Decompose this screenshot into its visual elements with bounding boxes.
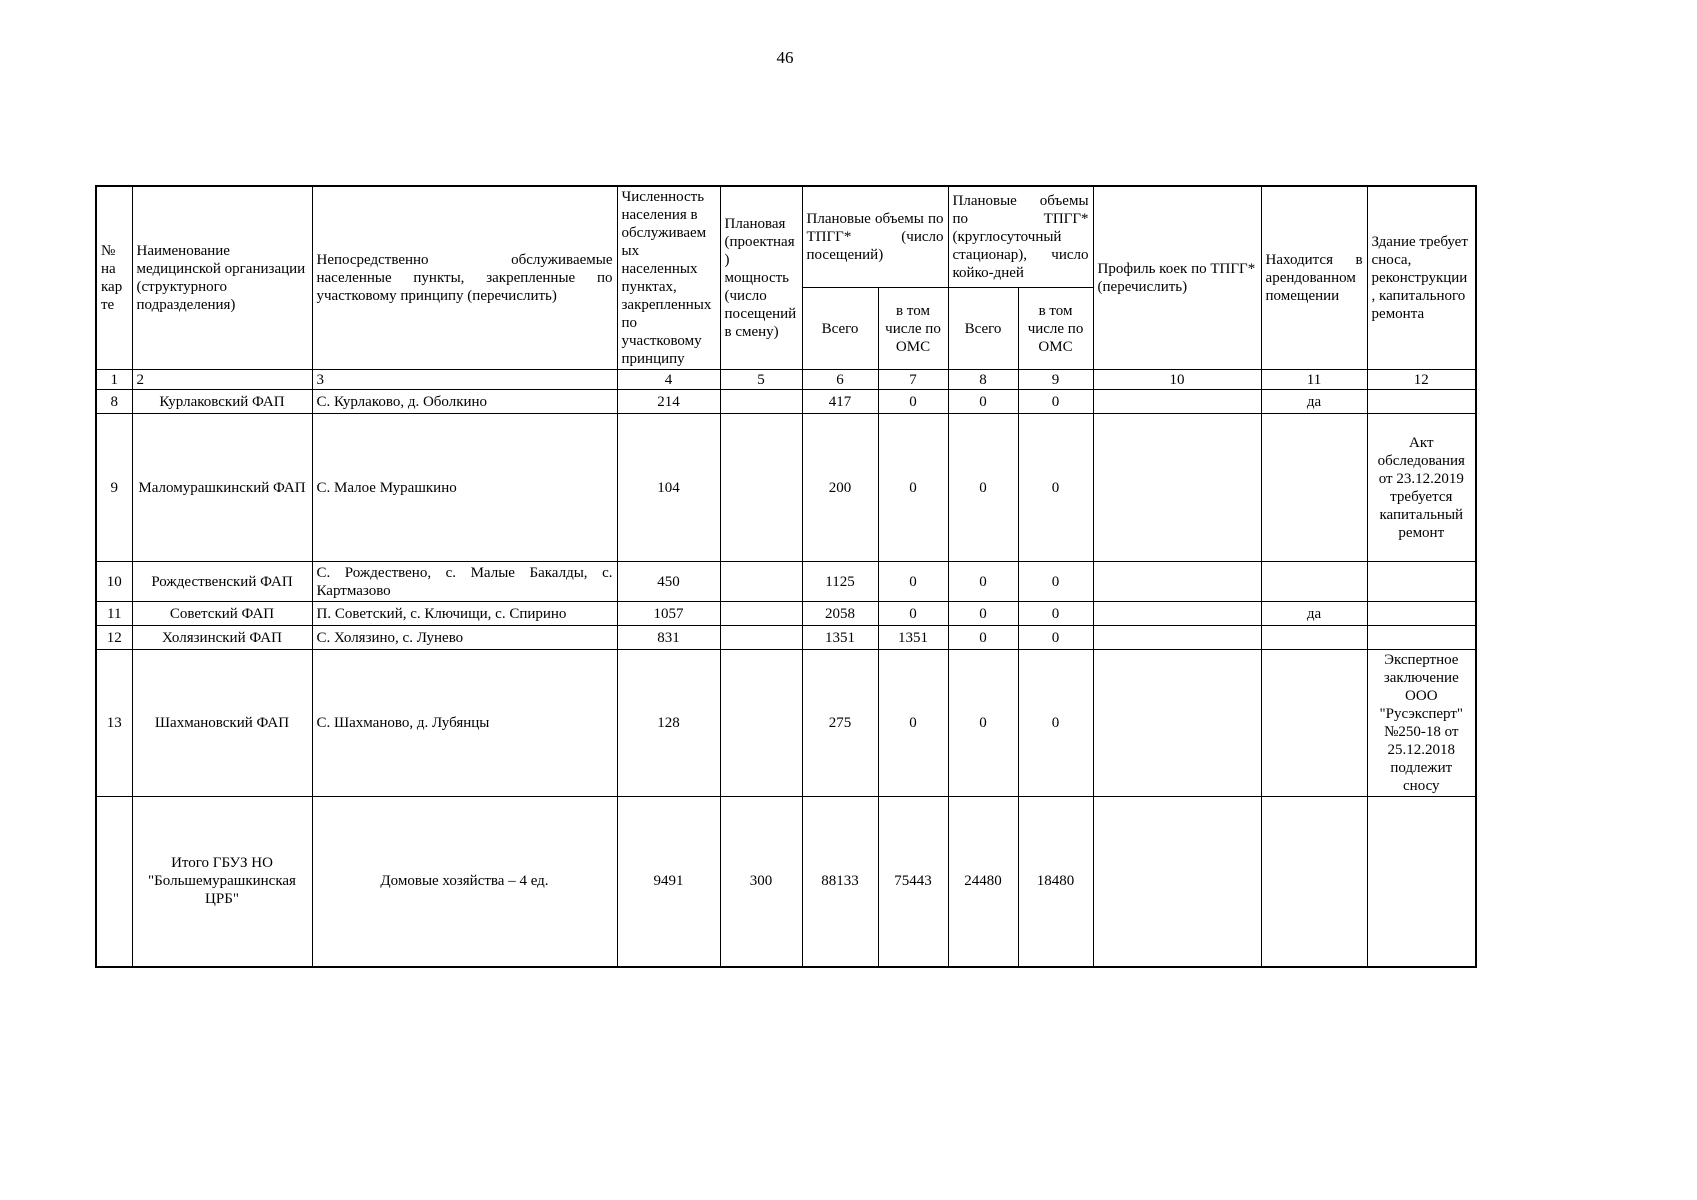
table-row xyxy=(96,797,1476,967)
header-sub-visits-oms: в том числе по ОМС xyxy=(878,288,948,370)
cell-col7: 0 xyxy=(878,414,948,562)
cell-col9: 0 xyxy=(1018,602,1093,626)
cell-col4: 1057 xyxy=(617,602,720,626)
cell-col5 xyxy=(720,626,802,650)
table-row xyxy=(96,626,1476,650)
header-col-building-condition: Здание требует сноса, реконструкции, капитального ремонта xyxy=(1367,186,1476,370)
header-row-main xyxy=(96,186,1476,288)
cell-col10 xyxy=(1093,602,1261,626)
cell-col3: С. Холязино, с. Лунево xyxy=(312,626,617,650)
cell-col3: С. Курлаково, д. Оболкино xyxy=(312,390,617,414)
cell-col1: 8 xyxy=(96,390,132,414)
column-number: 7 xyxy=(878,370,948,390)
cell-col11 xyxy=(1261,414,1367,562)
cell-col11: да xyxy=(1261,390,1367,414)
column-number: 1 xyxy=(96,370,132,390)
cell-col11 xyxy=(1261,626,1367,650)
cell-col6: 275 xyxy=(802,650,878,797)
cell-col6: 2058 xyxy=(802,602,878,626)
cell-col6: 88133 xyxy=(802,797,878,967)
cell-col3: Домовые хозяйства – 4 ед. xyxy=(312,797,617,967)
column-number: 6 xyxy=(802,370,878,390)
cell-col4: 214 xyxy=(617,390,720,414)
cell-col10 xyxy=(1093,650,1261,797)
column-number: 4 xyxy=(617,370,720,390)
header-col-organization: Наименование медицинской организации (структурного подразделения) xyxy=(132,186,312,370)
cell-col9: 0 xyxy=(1018,414,1093,562)
column-number: 10 xyxy=(1093,370,1261,390)
cell-col10 xyxy=(1093,562,1261,602)
cell-col6: 1351 xyxy=(802,626,878,650)
cell-col7: 0 xyxy=(878,390,948,414)
cell-col3: С. Малое Мурашкино xyxy=(312,414,617,562)
cell-col8: 0 xyxy=(948,562,1018,602)
cell-col2: Маломурашкинский ФАП xyxy=(132,414,312,562)
header-col-map-number: № на карте xyxy=(96,186,132,370)
cell-col2: Советский ФАП xyxy=(132,602,312,626)
header-sub-visits-total: Всего xyxy=(802,288,878,370)
cell-col8: 0 xyxy=(948,650,1018,797)
column-number: 3 xyxy=(312,370,617,390)
cell-col4: 9491 xyxy=(617,797,720,967)
page-number: 46 xyxy=(776,48,794,67)
cell-col5: 300 xyxy=(720,797,802,967)
column-number: 9 xyxy=(1018,370,1093,390)
cell-col12 xyxy=(1367,797,1476,967)
cell-col7: 1351 xyxy=(878,626,948,650)
cell-col11 xyxy=(1261,797,1367,967)
cell-col8: 24480 xyxy=(948,797,1018,967)
cell-col9: 18480 xyxy=(1018,797,1093,967)
header-group-planned-visits: Плановые объемы по ТПГГ* (число посещений) xyxy=(802,186,948,288)
cell-col4: 104 xyxy=(617,414,720,562)
cell-col12 xyxy=(1367,390,1476,414)
table-row xyxy=(96,562,1476,602)
cell-col1: 11 xyxy=(96,602,132,626)
cell-col9: 0 xyxy=(1018,626,1093,650)
cell-col6: 1125 xyxy=(802,562,878,602)
cell-col10 xyxy=(1093,626,1261,650)
cell-col2: Курлаковский ФАП xyxy=(132,390,312,414)
table-row xyxy=(96,602,1476,626)
cell-col6: 200 xyxy=(802,414,878,562)
cell-col3: С. Шахманово, д. Лубянцы xyxy=(312,650,617,797)
cell-col12 xyxy=(1367,626,1476,650)
table-row xyxy=(96,414,1476,562)
header-sub-beddays-oms: в том числе по ОМС xyxy=(1018,288,1093,370)
cell-col7: 0 xyxy=(878,650,948,797)
cell-col1: 13 xyxy=(96,650,132,797)
cell-col9: 0 xyxy=(1018,650,1093,797)
cell-col3: П. Советский, с. Ключищи, с. Спирино xyxy=(312,602,617,626)
header-col-capacity: Плановая (проектная) мощность (число посещений в смену) xyxy=(720,186,802,370)
header-sub-beddays-total: Всего xyxy=(948,288,1018,370)
table-row xyxy=(96,650,1476,797)
cell-col4: 450 xyxy=(617,562,720,602)
cell-col8: 0 xyxy=(948,390,1018,414)
header-col-settlements: Непосредственно обслуживаемые населенные пункты, закрепленные по участковому принципу (перечислить) xyxy=(312,186,617,370)
cell-col10 xyxy=(1093,797,1261,967)
cell-col12 xyxy=(1367,602,1476,626)
cell-col3: С. Рождествено, с. Малые Бакалды, с. Картмазово xyxy=(312,562,617,602)
header-group-bed-days: Плановые объемы по ТПГГ* (круглосуточный стационар), число койко-дней xyxy=(948,186,1093,288)
table-row xyxy=(96,390,1476,414)
header-col-rented-premises: Находится в арендованном помещении xyxy=(1261,186,1367,370)
header-col-population: Численность населения в обслуживаемых населенных пунктах, закрепленных по участковому принципу xyxy=(617,186,720,370)
document-table xyxy=(95,185,1477,968)
column-number: 11 xyxy=(1261,370,1367,390)
cell-col2: Холязинский ФАП xyxy=(132,626,312,650)
cell-col1: 10 xyxy=(96,562,132,602)
cell-col5 xyxy=(720,414,802,562)
cell-col12: Экспертное заключение ООО "Русэксперт" №250-18 от 25.12.2018 подлежит сносу xyxy=(1367,650,1476,797)
column-number: 12 xyxy=(1367,370,1476,390)
cell-col5 xyxy=(720,602,802,626)
cell-col7: 0 xyxy=(878,602,948,626)
cell-col7: 75443 xyxy=(878,797,948,967)
cell-col4: 831 xyxy=(617,626,720,650)
cell-col5 xyxy=(720,390,802,414)
column-number: 5 xyxy=(720,370,802,390)
cell-col11 xyxy=(1261,650,1367,797)
cell-col1 xyxy=(96,797,132,967)
cell-col7: 0 xyxy=(878,562,948,602)
column-number: 8 xyxy=(948,370,1018,390)
cell-col5 xyxy=(720,562,802,602)
cell-col10 xyxy=(1093,390,1261,414)
cell-col1: 9 xyxy=(96,414,132,562)
cell-col2: Шахмановский ФАП xyxy=(132,650,312,797)
cell-col12: Акт обследования от 23.12.2019 требуется капитальный ремонт xyxy=(1367,414,1476,562)
column-number: 2 xyxy=(132,370,312,390)
cell-col10 xyxy=(1093,414,1261,562)
cell-col5 xyxy=(720,650,802,797)
cell-col8: 0 xyxy=(948,626,1018,650)
cell-col1: 12 xyxy=(96,626,132,650)
cell-col9: 0 xyxy=(1018,562,1093,602)
cell-col11 xyxy=(1261,562,1367,602)
header-row-column-numbers xyxy=(96,370,1476,390)
cell-col6: 417 xyxy=(802,390,878,414)
header-col-bed-profile: Профиль коек по ТПГГ* (перечислить) xyxy=(1093,186,1261,370)
cell-col11: да xyxy=(1261,602,1367,626)
cell-col12 xyxy=(1367,562,1476,602)
cell-col9: 0 xyxy=(1018,390,1093,414)
cell-col8: 0 xyxy=(948,602,1018,626)
cell-col2: Рождественский ФАП xyxy=(132,562,312,602)
cell-col4: 128 xyxy=(617,650,720,797)
cell-col8: 0 xyxy=(948,414,1018,562)
cell-col2: Итого ГБУЗ НО "Большемурашкинская ЦРБ" xyxy=(132,797,312,967)
